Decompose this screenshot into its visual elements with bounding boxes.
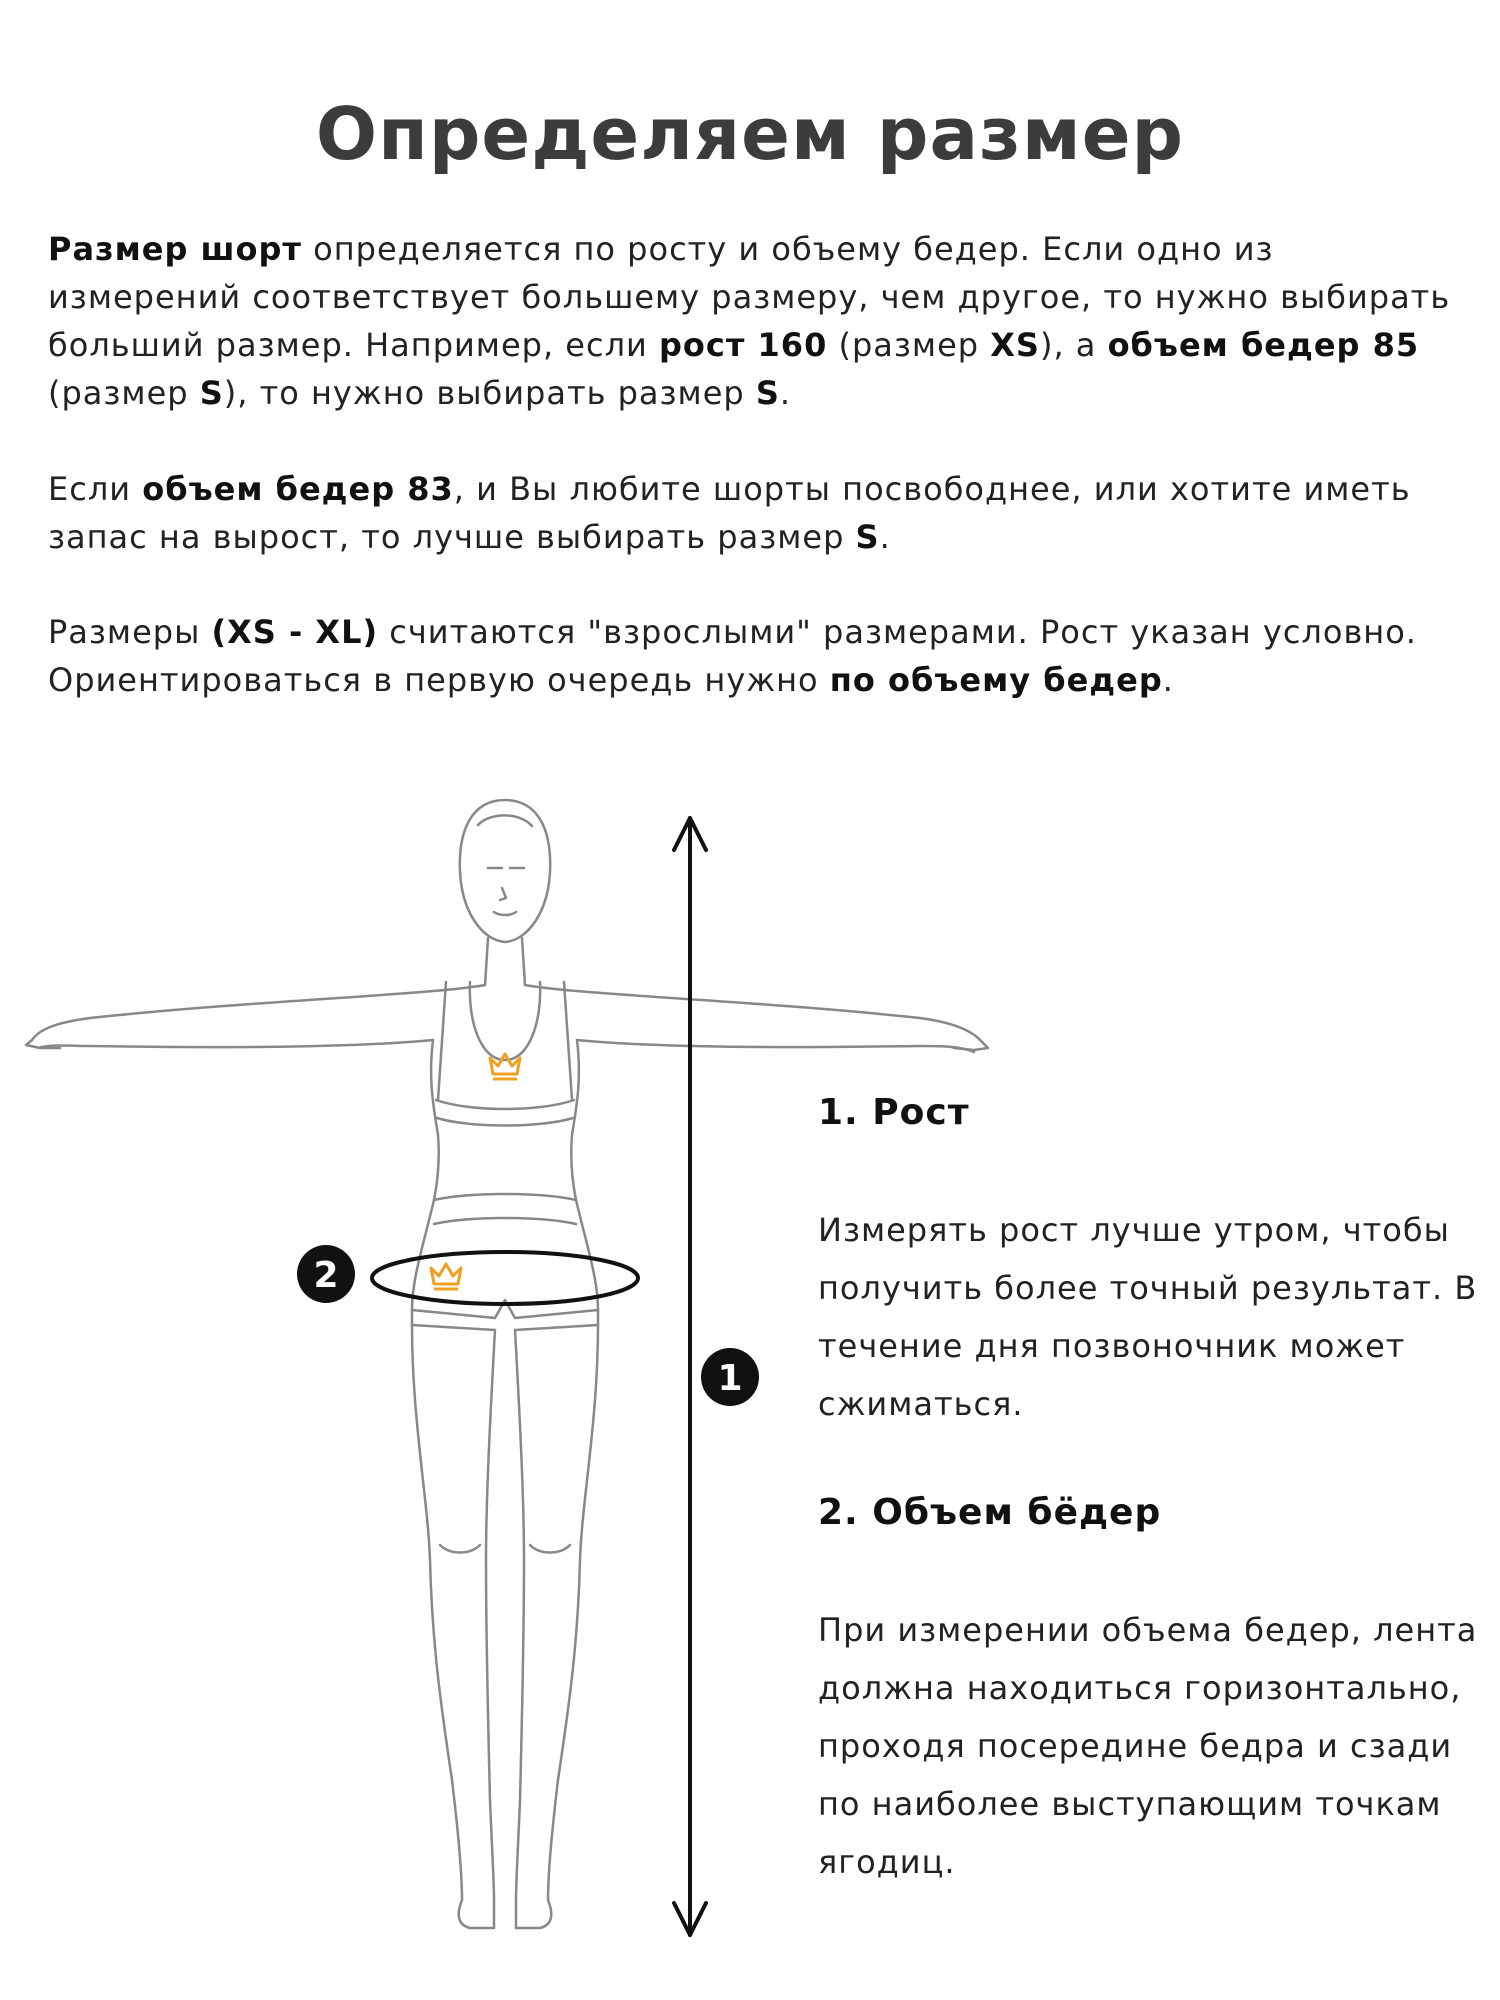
text: ), а: [1039, 326, 1108, 364]
text: .: [1162, 661, 1174, 699]
text-bold: рост 160: [658, 326, 828, 364]
text-bold: Размер шорт: [48, 230, 302, 268]
text: Размеры: [48, 613, 212, 651]
crown-logo-icon: [431, 1264, 461, 1289]
section-hips-text: При измерении объема бедер, лента должна находиться горизонтально, проходя посередине бедра и сзади по наиболее выступающим точкам ягодиц.: [818, 1611, 1478, 1881]
text: Если: [48, 470, 143, 508]
marker-hips-label: 2: [313, 1255, 339, 1296]
text-bold: объем бедер 83: [142, 470, 454, 508]
text-bold: XS: [990, 326, 1040, 364]
text-bold: по объему бедер: [829, 661, 1163, 699]
text: ), то нужно выбирать размер: [223, 374, 756, 412]
section-height-heading: 1. Рост: [818, 1092, 970, 1133]
hip-tape-ellipse: [372, 1252, 638, 1304]
paragraph-adult-sizes: [48, 608, 1468, 704]
section-height-text: Измерять рост лучше утром, чтобы получить более точный результат. В течение дня позвоночник может сжиматься.: [818, 1211, 1478, 1423]
text: .: [879, 518, 891, 556]
text: , и Вы любите шорты посвободнее, или хотите иметь запас на вырост, то лучше выбирать размер: [48, 470, 1411, 556]
text: считаются "взрослыми" размерами. Рост указан условно. Ориентироваться в первую очередь нужно: [48, 613, 1417, 699]
marker-height-label: 1: [717, 1358, 743, 1399]
text-bold: S: [855, 518, 880, 556]
paragraph-hips-83: [48, 465, 1468, 561]
section-hips-heading: 2. Объем бёдер: [818, 1492, 1162, 1533]
text-bold: (XS - XL): [211, 613, 379, 651]
text: .: [779, 374, 792, 412]
text-bold: S: [755, 374, 780, 412]
text: определяется по росту и объему бедер. Если одно из измерений соответствует большему размеру, чем другое, то нужно выбирать больший размер. Например, если: [48, 230, 1451, 364]
text-bold: S: [199, 374, 224, 412]
text-bold: объем бедер 85: [1107, 326, 1420, 364]
text: (размер: [48, 374, 200, 412]
page-title: Определяем размер: [315, 92, 1185, 176]
paragraph-size-rule: [48, 225, 1468, 417]
text: (размер: [827, 326, 991, 364]
